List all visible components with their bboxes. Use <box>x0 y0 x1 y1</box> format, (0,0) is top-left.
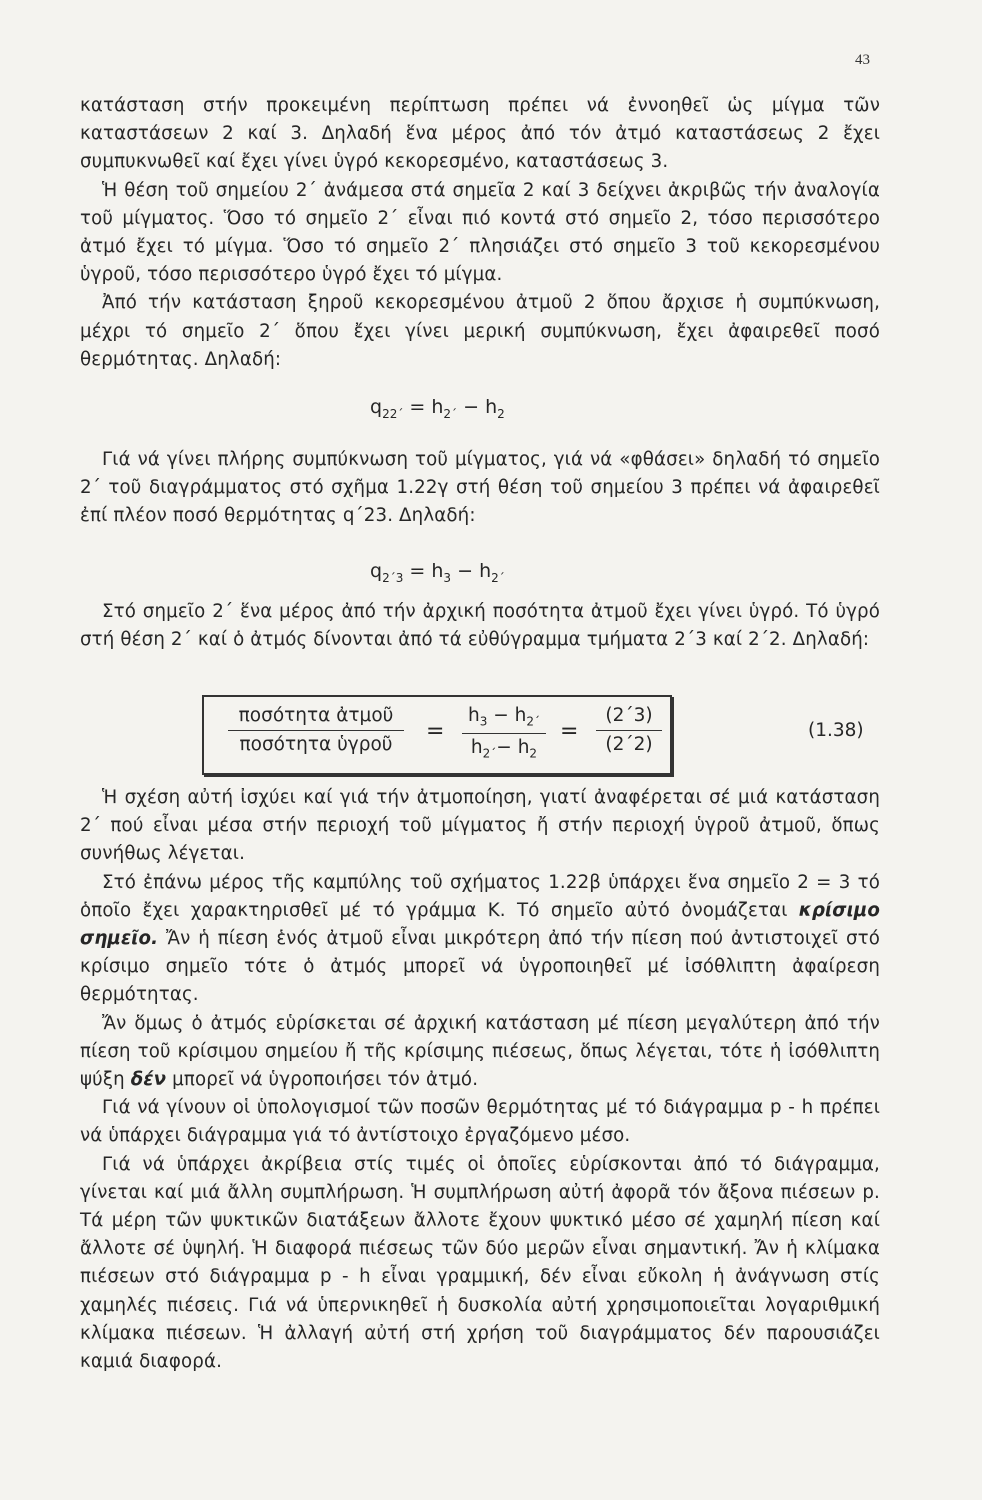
paragraph: κατάσταση στήν προκειμένη περίπτωση πρέπει νά ἐννοηθεῖ ὡς μίγμα τῶν καταστάσεων 2 καί 3. Δηλαδή ἕνα μέρος ἀπό τόν ἀτμό καταστάσεως 2 ἔχει συμπυκνωθεῖ καί ἔχει γίνει ὑγρό κεκορεσμένο, καταστάσεως 3. <box>80 95 880 173</box>
paragraph: Γιά νά ὑπάρχει ἀκρίβεια στίς τιμές οἱ ὁποῖες εὑρίσκονται ἀπό τό διάγραμμα, γίνεται καί μιά ἄλλη συμπλήρωση. Ἡ συμπλήρωση αὐτή ἀφορᾶ τόν ἄξονα πιέσεων p. Τά μέρη τῶν ψυκτικῶν διατάξεων ἄλλοτε ἔχουν ψυκτικό μέσο σέ χαμηλή πίεση καί ἄλλοτε σέ ὑψηλή. Ἡ διαφορά πιέσεως τῶν δύο μερῶν εἶναι σημαντική. Ἄν ἡ κλίμακα πιέσεων στό διάγραμμα p - h εἶναι γραμμική, δέν εἶναι εὔκολη ἡ ἀνάγνωση στίς χαμηλές πιέσεις. Γιά νά ὑπερνικηθεῖ ἡ δυσκολία αὐτή χρησιμοποιεῖται λογαριθμική κλίμακα πιέσεων. Ἡ ἀλλαγή αὐτή στή χρήση τοῦ διαγράμματος δέν παρουσιάζει καμιά διαφορά. <box>80 1153 880 1373</box>
page-number: 43 <box>855 52 870 68</box>
fraction-quantities: ποσότητα ἀτμοῦ ποσότητα ὑγροῦ <box>228 705 404 755</box>
equation-number: (1.38) <box>808 720 864 741</box>
equals-sign: = <box>560 719 579 744</box>
equation-q22: $q_{22΄} = h_{2΄} - h_2$ <box>370 396 505 421</box>
top-text-block <box>80 92 880 374</box>
middle-text-2 <box>80 598 880 654</box>
boxed-equation-1-38 <box>202 695 672 775</box>
paragraph: Ἄν ὅμως ὁ ἀτμός εὑρίσκεται σέ ἀρχική κατάσταση μέ πίεση μεγαλύτερη ἀπό τήν πίεση τοῦ κρίσιμου σημείου ἤ τῆς κρίσιμης πιέσεως, ὅπως λέγεται, τότε ἡ ἰσόθλιπτη ψύξη δέν μπορεῖ νά ὑγροποιήσει τόν ἀτμό. <box>80 1012 880 1091</box>
fraction-enthalpies: $h_3 - h_{2΄}$ $h_{2΄}- h_2$ <box>462 705 546 760</box>
paragraph: Ἡ θέση τοῦ σημείου 2΄ ἀνάμεσα στά σημεῖα 2 καί 3 δείχνει ἀκριβῶς τήν ἀναλογία τοῦ μίγματος. Ὅσο τό σημεῖο 2΄ εἶναι πιό κοντά στό σημεῖο 2, τόσο περισσότερο ἀτμό ἔχει τό μίγμα. Ὅσο τό σημεῖο 2΄ πλησιάζει στό σημεῖο 3 τοῦ κεκορεσμένου ὑγροῦ, τόσο περισσότερο ὑγρό ἔχει τό μίγμα. <box>80 179 880 286</box>
equation-q23: $q_{2΄3} = h_3 - h_{2΄}$ <box>370 560 505 585</box>
bottom-text-block <box>80 784 880 1376</box>
emphasis-den: δέν <box>130 1069 167 1091</box>
fraction-segments: (2΄3) (2΄2) <box>596 705 662 755</box>
paragraph: Στό ἐπάνω μέρος τῆς καμπύλης τοῦ σχήματος 1.22β ὑπάρχει ἕνα σημεῖο 2 = 3 τό ὁποῖο ἔχει χαρακτηρισθεῖ μέ τό γράμμα Κ. Τό σημεῖο αὐτό ὀνομάζεται κρίσιμο σημεῖο. Ἄν ἡ πίεση ἑνός ἀτμοῦ εἶναι μικρότερη ἀπό τήν πίεση πού ἀντιστοιχεῖ στό κρίσιμο σημεῖο τότε ὁ ἀτμός μπορεῖ νά ὑγροποιηθεῖ μέ ἰσόθλιπτη ἀφαίρεση θερμότητας. <box>80 871 880 1006</box>
critical-point-term: κρίσιμο σημεῖο. <box>80 899 880 950</box>
paragraph: Στό σημεῖο 2΄ ἕνα μέρος ἀπό τήν ἀρχική ποσότητα ἀτμοῦ ἔχει γίνει ὑγρό. Τό ὑγρό στή θέση 2΄ καί ὁ ἀτμός δίνονται ἀπό τά εὐθύγραμμα τμήματα 2΄3 καί 2΄2. Δηλαδή: <box>80 601 880 651</box>
middle-text-1 <box>80 446 880 531</box>
paragraph: Γιά νά γίνουν οἱ ὑπολογισμοί τῶν ποσῶν θερμότητας μέ τό διάγραμμα p - h πρέπει νά ὑπάρχει διάγραμμα γιά τό ἀντίστοιχο ἐργαζόμενο μέσο. <box>80 1097 880 1147</box>
equals-sign: = <box>426 719 445 744</box>
paragraph: Γιά νά γίνει πλήρης συμπύκνωση τοῦ μίγματος, γιά νά «φθάσει» δηλαδή τό σημεῖο 2΄ τοῦ διαγράμματος στό σχῆμα 1.22γ στή θέση τοῦ σημείου 3 πρέπει νά ἀφαιρεθεῖ ἐπί πλέον ποσό θερμότητας q΄23. Δηλαδή: <box>80 449 880 527</box>
paragraph: Ἡ σχέση αὐτή ἰσχύει καί γιά τήν ἀτμοποίηση, γιατί ἀναφέρεται σέ μιά κατάσταση 2΄ πού εἶναι μέσα στήν περιοχή τοῦ μίγματος ἤ στήν περιοχή ὑγροῦ ἀτμοῦ, ὅπως συνήθως λέγεται. <box>80 787 880 865</box>
paragraph: Ἀπό τήν κατάσταση ξηροῦ κεκορεσμένου ἀτμοῦ 2 ὅπου ἄρχισε ἡ συμπύκνωση, μέχρι τό σημεῖο 2΄ ὅπου ἔχει γίνει μερική συμπύκνωση, ἔχει ἀφαιρεθεῖ ποσό θερμότητας. Δηλαδή: <box>80 292 880 370</box>
